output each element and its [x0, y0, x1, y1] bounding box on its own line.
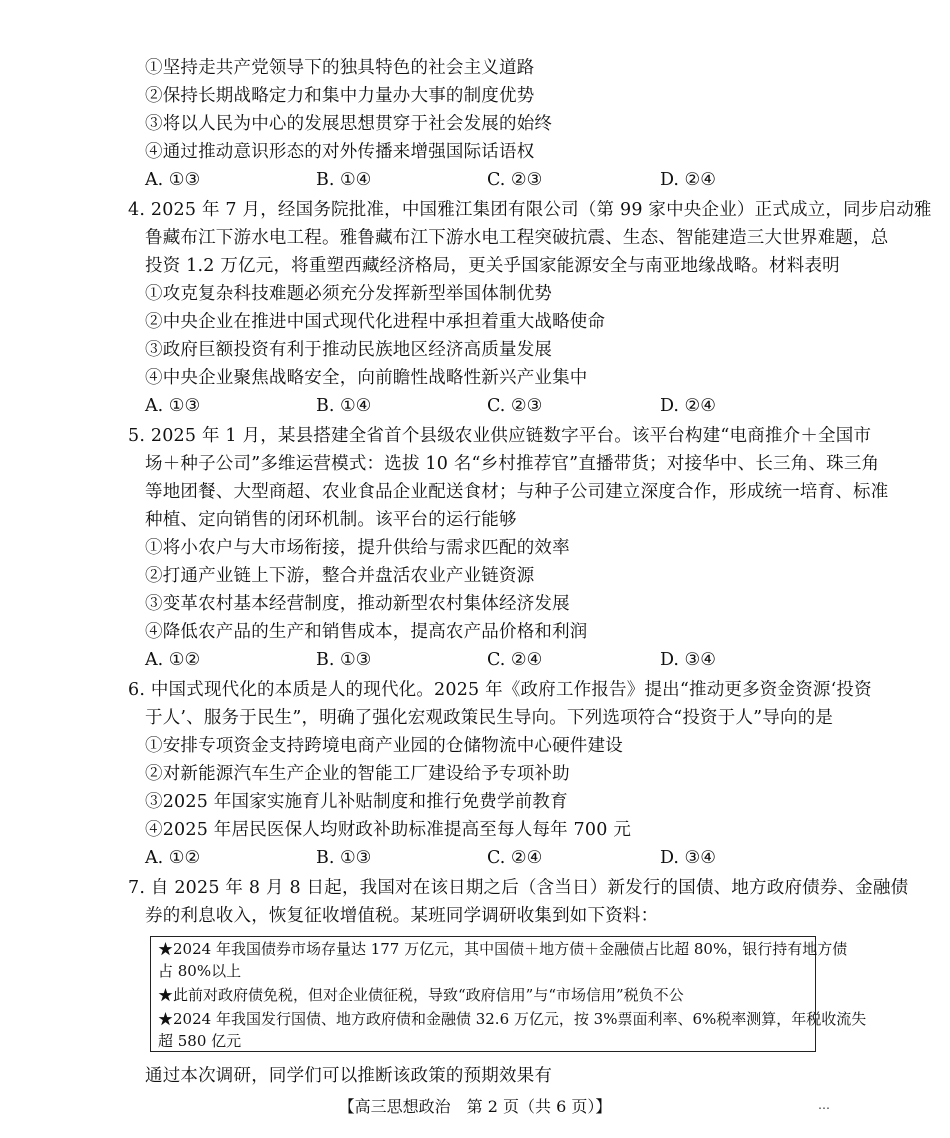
q4-item-4: ④中央企业聚焦战略安全，向前瞻性战略性新兴产业集中 — [145, 368, 588, 388]
q4-stem-line-3: 投资 1.2 万亿元，将重塑西藏经济格局，更关乎国家能源安全与南亚地缘战略。材料表明 — [145, 256, 840, 276]
q6-stem-line-2: 于人’、服务于民生”，明确了强化宏观政策民生导向。下列选项符合“投资于人”导向的是 — [145, 708, 834, 728]
q6-stem-line-1: 6. 中国式现代化的本质是人的现代化。2025 年《政府工作报告》提出“推动更多资金资源‘投资 — [128, 680, 872, 700]
q5-option-a: A. ①② — [145, 650, 201, 670]
q4-option-b: B. ①④ — [316, 396, 372, 416]
q3-item-3: ③将以人民为中心的发展思想贯穿于社会发展的始终 — [145, 114, 553, 134]
q3-item-2: ②保持长期战略定力和集中力量办大事的制度优势 — [145, 86, 535, 106]
q4-stem-line-2: 鲁藏布江下游水电工程。雅鲁藏布江下游水电工程突破抗震、生态、智能建造三大世界难题，总 — [145, 228, 889, 248]
q6-option-d: D. ③④ — [660, 848, 716, 868]
q5-stem-line-3: 等地团餐、大型商超、农业食品企业配送食材；与种子公司建立深度合作，形成统一培育、标准 — [145, 482, 889, 502]
q6-item-3: ③2025 年国家实施育儿补贴制度和推行免费学前教育 — [145, 792, 568, 812]
q7-material-line-1: ★2024 年我国债券市场存量达 177 万亿元，其中国债＋地方债＋金融债占比超 80%，银行持有地方债 — [158, 940, 848, 958]
q7-stem-line-1: 7. 自 2025 年 8 月 8 日起，我国对在该日期之后（含当日）新发行的国债、地方政府债券、金融债 — [128, 878, 909, 898]
q5-option-b: B. ①③ — [316, 650, 372, 670]
q7-stem-line-2: 券的利息收入，恢复征收增值税。某班同学调研收集到如下资料： — [145, 906, 659, 926]
q7-material-line-4: ★2024 年我国发行国债、地方政府债和金融债 32.6 万亿元，按 3%票面利率、6%税率测算，年税收流失 — [158, 1010, 867, 1028]
q7-material-line-5: 超 580 亿元 — [158, 1032, 242, 1050]
q3-option-d: D. ②④ — [660, 170, 716, 190]
q5-item-3: ③变革农村基本经营制度，推动新型农村集体经济发展 — [145, 594, 570, 614]
page-footer: 【高三思想政治 第 2 页（共 6 页）】 — [338, 1097, 612, 1116]
q7-after-text: 通过本次调研，同学们可以推断该政策的预期效果有 — [145, 1066, 553, 1086]
q3-option-a: A. ①③ — [145, 170, 201, 190]
q4-option-c: C. ②③ — [487, 396, 543, 416]
q4-item-2: ②中央企业在推进中国式现代化进程中承担着重大战略使命 — [145, 312, 606, 332]
q6-option-a: A. ①② — [145, 848, 201, 868]
q5-item-1: ①将小农户与大市场衔接，提升供给与需求匹配的效率 — [145, 538, 570, 558]
q5-item-2: ②打通产业链上下游，整合并盘活农业产业链资源 — [145, 566, 535, 586]
q5-stem-line-2: 场＋种子公司”多维运营模式：选拔 10 名“乡村推荐官”直播带货；对接华中、长三角、珠三角 — [145, 454, 880, 474]
q5-option-d: D. ③④ — [660, 650, 716, 670]
q5-option-c: C. ②④ — [487, 650, 543, 670]
q7-material-line-2: 占 80%以上 — [158, 962, 242, 980]
q6-item-2: ②对新能源汽车生产企业的智能工厂建设给予专项补助 — [145, 764, 570, 784]
q3-item-1: ①坚持走共产党领导下的独具特色的社会主义道路 — [145, 58, 535, 78]
q7-material-line-3: ★此前对政府债免税，但对企业债征税，导致“政府信用”与“市场信用”税负不公 — [158, 986, 684, 1004]
corner-mark: … — [818, 1098, 830, 1112]
q4-item-1: ①攻克复杂科技难题必须充分发挥新型举国体制优势 — [145, 284, 553, 304]
q3-option-c: C. ②③ — [487, 170, 543, 190]
q4-item-3: ③政府巨额投资有利于推动民族地区经济高质量发展 — [145, 340, 553, 360]
q6-item-1: ①安排专项资金支持跨境电商产业园的仓储物流中心硬件建设 — [145, 736, 623, 756]
q5-stem-line-1: 5. 2025 年 1 月，某县搭建全省首个县级农业供应链数字平台。该平台构建“电商推介＋全国市 — [128, 426, 872, 446]
q3-option-b: B. ①④ — [316, 170, 372, 190]
q5-stem-line-4: 种植、定向销售的闭环机制。该平台的运行能够 — [145, 510, 517, 530]
q6-item-4: ④2025 年居民医保人均财政补助标准提高至每人每年 700 元 — [145, 820, 632, 840]
q6-option-b: B. ①③ — [316, 848, 372, 868]
q3-item-4: ④通过推动意识形态的对外传播来增强国际话语权 — [145, 142, 535, 162]
q4-option-a: A. ①③ — [145, 396, 201, 416]
q4-stem-line-1: 4. 2025 年 7 月，经国务院批准，中国雅江集团有限公司（第 99 家中央企业）正式成立，同步启动雅 — [128, 200, 932, 220]
q6-option-c: C. ②④ — [487, 848, 543, 868]
q4-option-d: D. ②④ — [660, 396, 716, 416]
q5-item-4: ④降低农产品的生产和销售成本，提高农产品价格和利润 — [145, 622, 588, 642]
